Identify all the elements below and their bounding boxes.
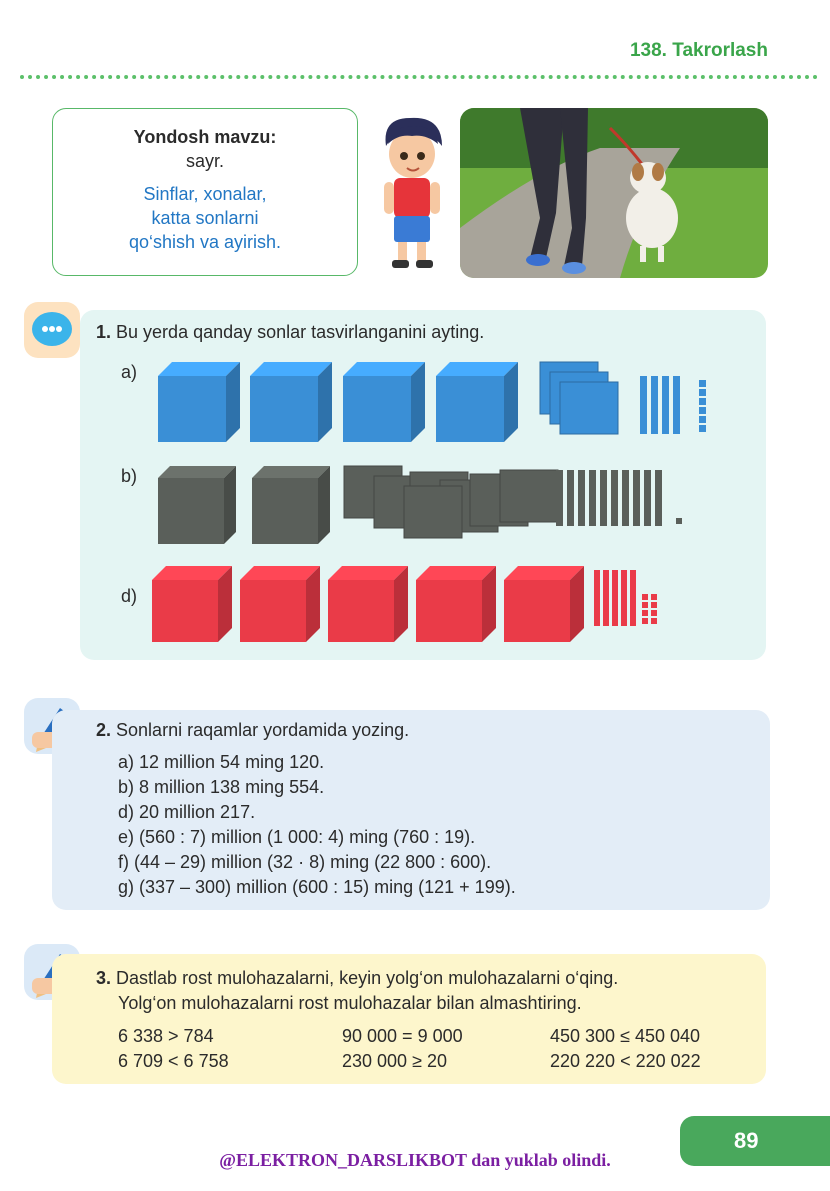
comparison-col-2 bbox=[342, 1024, 463, 1074]
hundred-flat bbox=[404, 486, 462, 538]
ten-rod bbox=[621, 570, 627, 626]
unit-cube bbox=[699, 407, 706, 414]
thousand-cube bbox=[416, 566, 496, 642]
thousand-cube bbox=[158, 466, 236, 544]
row-d-label: d) bbox=[121, 586, 138, 606]
ten-rod bbox=[651, 376, 658, 434]
ten-rod bbox=[578, 470, 585, 526]
comparison: 90 000 = 9 000 bbox=[342, 1026, 463, 1046]
task2-item: f) (44 – 29) million (32 · 8) ming (22 800 : 600). bbox=[118, 852, 492, 872]
unit-cube bbox=[699, 380, 706, 387]
task3-number: 3. bbox=[96, 968, 112, 988]
comparison: 230 000 ≥ 20 bbox=[342, 1051, 447, 1071]
unit-cube bbox=[699, 398, 706, 405]
task3-title bbox=[96, 966, 618, 1016]
unit-cube bbox=[651, 602, 657, 608]
ten-rod bbox=[603, 570, 609, 626]
row-b-label: b) bbox=[121, 466, 138, 486]
lesson-title: 138. Takrorlash bbox=[629, 40, 768, 61]
ten-rod bbox=[600, 470, 607, 526]
ten-rod bbox=[662, 376, 669, 434]
task3-line1: Dastlab rost mulohazalarni, keyin yolg‘on mulohazalarni o‘qing. bbox=[116, 968, 619, 988]
thousand-cube bbox=[152, 566, 232, 642]
task1-number: 1. bbox=[96, 322, 112, 342]
row-a-label: a) bbox=[121, 362, 138, 382]
thousand-cube bbox=[158, 362, 240, 442]
thousand-cube bbox=[240, 566, 320, 642]
thousand-cube bbox=[343, 362, 425, 442]
unit-cube bbox=[642, 610, 648, 616]
footer-credit: @ELEKTRON_DARSLIKBOT dan yuklab olindi. bbox=[219, 1150, 611, 1170]
hundred-flat bbox=[500, 470, 558, 522]
page-number: 89 bbox=[680, 1116, 830, 1166]
thousand-cube bbox=[250, 362, 332, 442]
thousand-cube bbox=[436, 362, 518, 442]
topic-subtitle: sayr. bbox=[185, 151, 224, 171]
ten-rod bbox=[567, 470, 574, 526]
task2-item: e) (560 : 7) million (1 000: 4) ming (760 : 19). bbox=[118, 827, 476, 847]
comparison-col-1 bbox=[118, 1024, 229, 1074]
unit-cube bbox=[676, 518, 682, 524]
task2-list bbox=[118, 750, 516, 900]
comparison: 220 220 < 220 022 bbox=[550, 1051, 701, 1071]
unit-cube bbox=[699, 389, 706, 396]
topic-line: katta sonlarni bbox=[151, 208, 259, 228]
ten-rod bbox=[612, 570, 618, 626]
topic-line: Sinflar, xonalar, bbox=[143, 184, 267, 204]
ten-rod bbox=[640, 376, 647, 434]
comparison: 6 338 > 784 bbox=[118, 1026, 214, 1046]
hundred-flat bbox=[560, 382, 618, 434]
unit-cube bbox=[642, 602, 648, 608]
unit-cube bbox=[642, 594, 648, 600]
ten-rod bbox=[633, 470, 640, 526]
task2-item: d) 20 million 217. bbox=[118, 802, 256, 822]
unit-cube bbox=[651, 594, 657, 600]
unit-cube bbox=[699, 425, 706, 432]
task2-text: Sonlarni raqamlar yordamida yozing. bbox=[116, 720, 410, 740]
unit-cube bbox=[651, 610, 657, 616]
unit-cube bbox=[642, 618, 648, 624]
ten-rod bbox=[556, 470, 563, 526]
ten-rod bbox=[594, 570, 600, 626]
ten-rod bbox=[622, 470, 629, 526]
task2-item: b) 8 million 138 ming 554. bbox=[118, 777, 325, 797]
topic-heading: Yondosh mavzu: bbox=[133, 127, 277, 147]
comparison-col-3 bbox=[550, 1024, 701, 1074]
task2-number: 2. bbox=[96, 720, 112, 740]
thousand-cube bbox=[504, 566, 584, 642]
ten-rod bbox=[644, 470, 651, 526]
task2-title bbox=[96, 720, 409, 741]
task1-text: Bu yerda qanday sonlar tasvirlanganini ayting. bbox=[116, 322, 485, 342]
thousand-cube bbox=[328, 566, 408, 642]
unit-cube bbox=[651, 618, 657, 624]
task2-item: a) 12 million 54 ming 120. bbox=[118, 752, 325, 772]
ten-rod bbox=[630, 570, 636, 626]
comparison: 6 709 < 6 758 bbox=[118, 1051, 229, 1071]
comparison: 450 300 ≤ 450 040 bbox=[550, 1026, 701, 1046]
unit-cube bbox=[699, 416, 706, 423]
topic-line: qo‘shish va ayirish. bbox=[128, 232, 282, 252]
ten-rod bbox=[611, 470, 618, 526]
task3-line2: Yolg‘on mulohazalarni rost mulohazalar bilan almashtiring. bbox=[118, 993, 582, 1013]
task2-item: g) (337 – 300) million (600 : 15) ming (121 + 199). bbox=[118, 877, 516, 897]
ten-rod bbox=[655, 470, 662, 526]
thousand-cube bbox=[252, 466, 330, 544]
ten-rod bbox=[673, 376, 680, 434]
ten-rod bbox=[589, 470, 596, 526]
